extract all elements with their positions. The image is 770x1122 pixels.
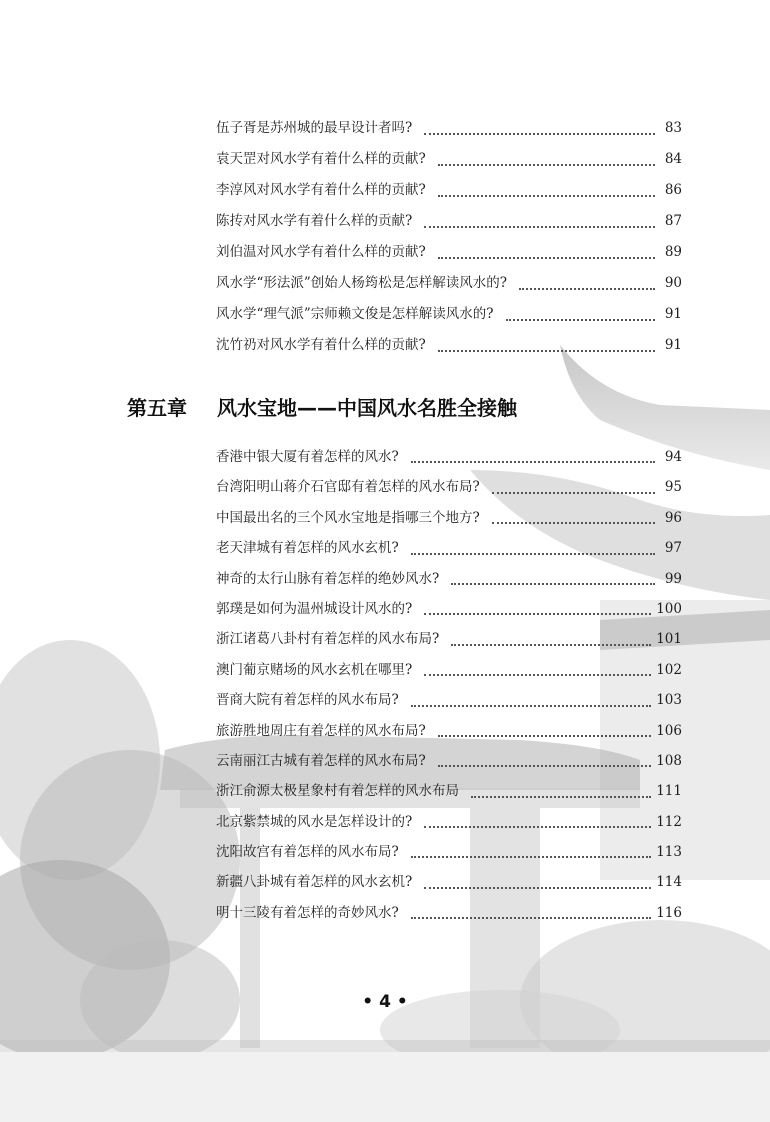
toc-entry-title: 旅游胜地周庄有着怎样的风水布局? [216, 722, 426, 739]
toc-entry[interactable] [216, 746, 682, 776]
toc-entry-title: 新疆八卦城有着怎样的风水玄机? [216, 874, 413, 891]
toc-entry[interactable] [216, 144, 682, 175]
toc-entry[interactable] [216, 716, 682, 746]
toc-entry-title: 伍子胥是苏州城的最早设计者吗? [216, 120, 413, 136]
chapter-title: 风水宝地——中国风水名胜全接触 [217, 396, 517, 420]
toc-entry[interactable] [216, 776, 682, 806]
dot-leader [506, 310, 655, 321]
dot-leader [424, 124, 655, 135]
dot-leader [424, 665, 651, 676]
toc-entry-title: 中国最出名的三个风水宝地是指哪三个地方? [216, 509, 480, 526]
toc-entry[interactable] [216, 175, 682, 206]
dot-leader [424, 217, 655, 228]
toc-entry-page: 94 [664, 448, 682, 465]
toc-list-previous-chapter [216, 113, 682, 361]
chapter-heading[interactable] [127, 392, 517, 421]
toc-entry[interactable] [216, 898, 682, 928]
toc-entry-page: 113 [656, 844, 682, 861]
toc-entry-page: 102 [656, 661, 682, 678]
toc-entry[interactable] [216, 113, 682, 144]
toc-entry[interactable] [216, 268, 682, 299]
toc-entry-title: 晋商大院有着怎样的风水布局? [216, 692, 399, 709]
toc-entry-title: 香港中银大厦有着怎样的风水? [216, 448, 399, 465]
toc-entry-page: 108 [656, 752, 682, 769]
toc-entry-page: 95 [664, 479, 682, 496]
dot-leader [411, 544, 655, 555]
dot-leader [411, 847, 651, 858]
toc-entry-page: 91 [664, 337, 682, 353]
dot-leader [411, 908, 651, 919]
page-number: • 4 • [362, 992, 408, 1012]
toc-entry-page: 106 [656, 722, 682, 739]
toc-entry-title: 沈阳故宫有着怎样的风水布局? [216, 844, 399, 861]
toc-entry-title: 沈竹礽对风水学有着什么样的贡献? [216, 337, 426, 353]
dot-leader [438, 186, 655, 197]
toc-entry-title: 风水学“理气派”宗师赖文俊是怎样解读风水的? [216, 306, 494, 322]
toc-entry-page: 100 [656, 600, 682, 617]
toc-entry[interactable] [216, 867, 682, 897]
toc-entry[interactable] [216, 594, 682, 624]
toc-entry[interactable] [216, 533, 682, 563]
dot-leader [438, 756, 651, 767]
toc-entry-page: 90 [664, 275, 682, 291]
toc-entry-title: 澳门葡京赌场的风水玄机在哪里? [216, 661, 413, 678]
dot-leader [471, 787, 651, 798]
toc-entry[interactable] [216, 837, 682, 867]
toc-entry[interactable] [216, 330, 682, 361]
toc-entry-title: 神奇的太行山脉有着怎样的绝妙风水? [216, 570, 440, 587]
toc-entry-page: 103 [656, 692, 682, 709]
toc-entry[interactable] [216, 564, 682, 594]
toc-entry-title: 台湾阳明山蒋介石官邸有着怎样的风水布局? [216, 479, 480, 496]
toc-entry-title: 陈抟对风水学有着什么样的贡献? [216, 213, 413, 229]
toc-entry-page: 86 [664, 182, 682, 198]
toc-entry-page: 111 [656, 783, 682, 800]
dot-leader [519, 279, 655, 290]
toc-entry-page: 116 [656, 904, 682, 921]
toc-entry-page: 101 [656, 631, 682, 648]
toc-entry[interactable] [216, 442, 682, 472]
toc-entry[interactable] [216, 624, 682, 654]
toc-entry[interactable] [216, 655, 682, 685]
toc-entry-title: 浙江俞源太极星象村有着怎样的风水布局 [216, 783, 459, 800]
dot-leader [492, 483, 655, 494]
toc-entry[interactable] [216, 503, 682, 533]
dot-leader [492, 513, 655, 524]
toc-entry-page: 99 [664, 570, 682, 587]
toc-entry-title: 明十三陵有着怎样的奇妙风水? [216, 904, 399, 921]
toc-entry[interactable] [216, 807, 682, 837]
dot-leader [438, 248, 655, 259]
toc-entry-page: 89 [664, 244, 682, 260]
dot-leader [451, 574, 655, 585]
toc-entry-title: 袁天罡对风水学有着什么样的贡献? [216, 151, 426, 167]
toc-entry-title: 郭璞是如何为温州城设计风水的? [216, 600, 413, 617]
toc-entry-title: 云南丽江古城有着怎样的风水布局? [216, 752, 426, 769]
toc-entry-page: 112 [656, 813, 682, 830]
dot-leader [411, 696, 651, 707]
toc-entry-page: 97 [664, 540, 682, 557]
toc-entry[interactable] [216, 206, 682, 237]
chapter-number: 第五章 [127, 396, 187, 420]
toc-entry-page: 114 [656, 874, 682, 891]
dot-leader [438, 341, 655, 352]
dot-leader [411, 452, 655, 463]
toc-entry-title: 老天津城有着怎样的风水玄机? [216, 540, 399, 557]
toc-entry-title: 北京紫禁城的风水是怎样设计的? [216, 813, 413, 830]
page-bottom-margin [0, 1052, 770, 1122]
toc-entry-title: 浙江诸葛八卦村有着怎样的风水布局? [216, 631, 440, 648]
toc-entry-page: 87 [664, 213, 682, 229]
toc-entry-page: 96 [664, 509, 682, 526]
toc-entry-page: 83 [664, 120, 682, 136]
dot-leader [451, 635, 651, 646]
dot-leader [438, 155, 655, 166]
toc-entry-title: 李淳风对风水学有着什么样的贡献? [216, 182, 426, 198]
toc-entry[interactable] [216, 237, 682, 268]
dot-leader [424, 604, 651, 615]
dot-leader [438, 726, 651, 737]
toc-entry[interactable] [216, 472, 682, 502]
toc-list-chapter-5 [216, 442, 682, 928]
toc-entry-title: 刘伯温对风水学有着什么样的贡献? [216, 244, 426, 260]
dot-leader [424, 878, 651, 889]
toc-entry-title: 风水学“形法派”创始人杨筠松是怎样解读风水的? [216, 275, 508, 291]
toc-entry[interactable] [216, 299, 682, 330]
toc-entry-page: 91 [664, 306, 682, 322]
toc-entry-page: 84 [664, 151, 682, 167]
dot-leader [424, 817, 651, 828]
toc-entry[interactable] [216, 685, 682, 715]
